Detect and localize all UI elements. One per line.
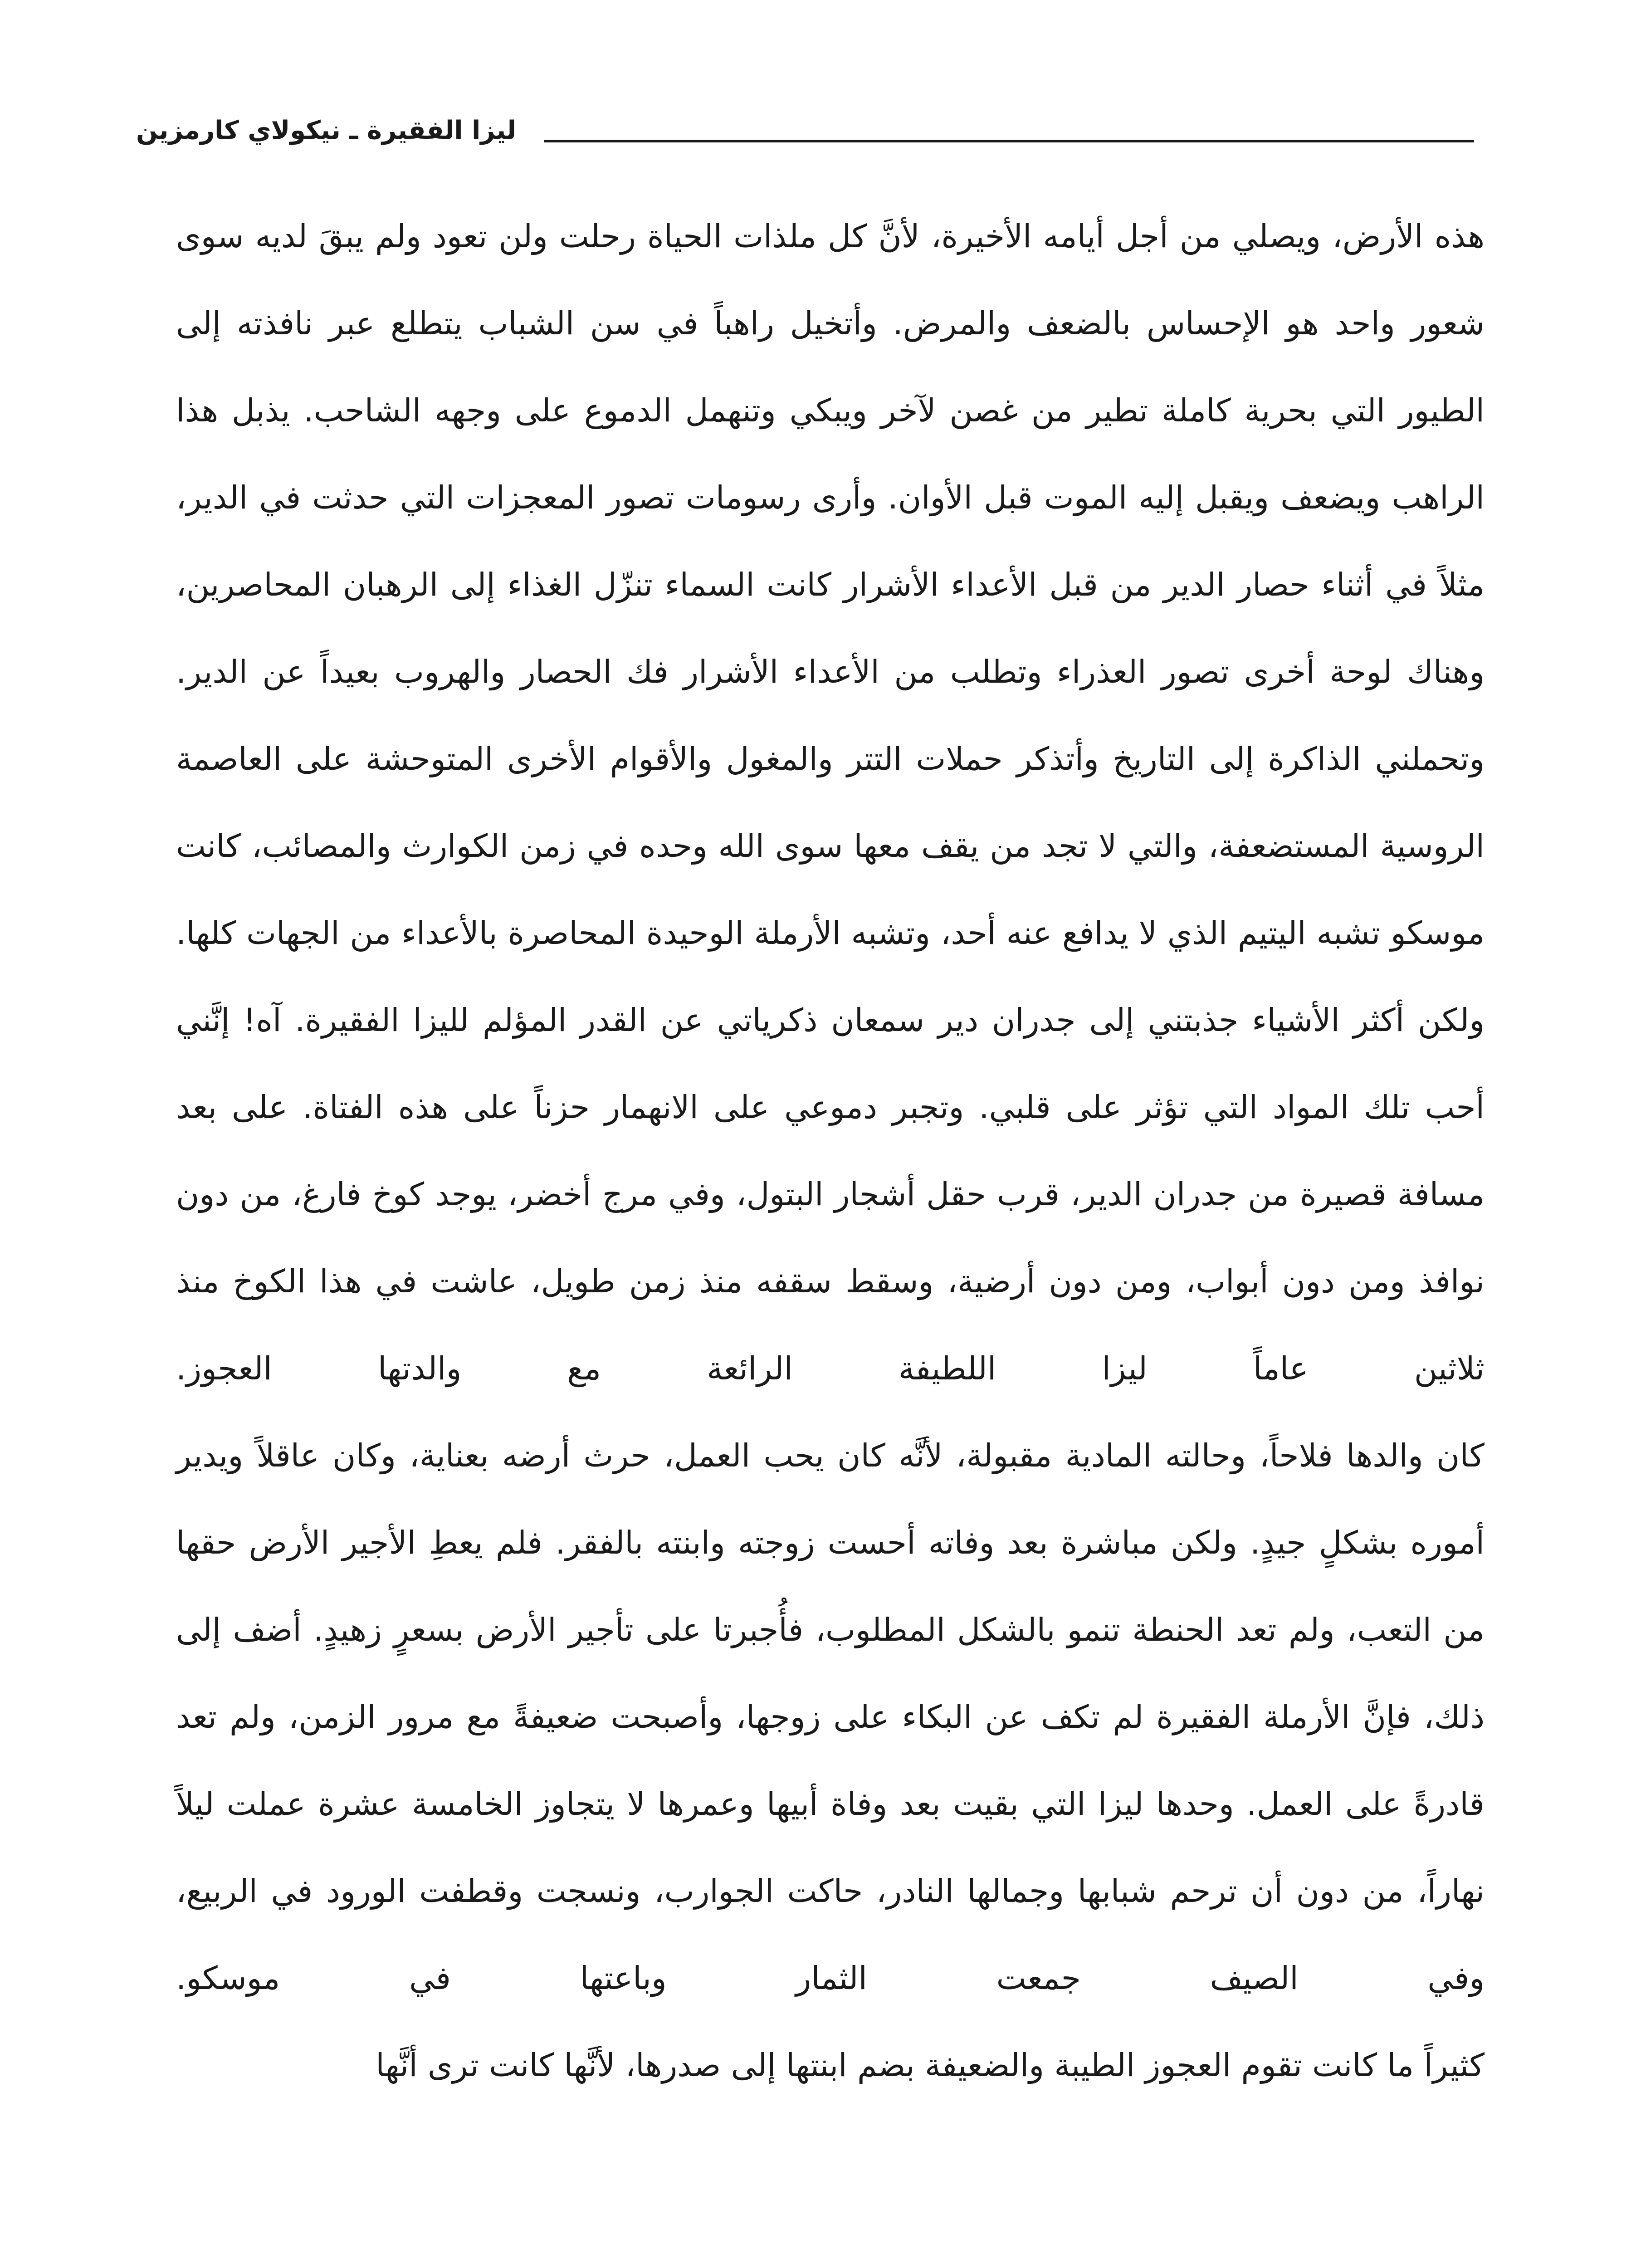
paragraph: كثيراً ما كانت تقوم العجوز الطيبة والضعيفة بضم ابنتها إلى صدرها، لأنَّها كانت ترى أنَّها [376,2047,1485,2084]
paragraph: ولكن أكثر الأشياء جذبتني إلى جدران دير سمعان ذكرياتي عن القدر المؤلم لليزا الفقيرة. آه! إنَّني أحب تلك المواد التي تؤثر على قلبي. وتجبر دموعي على الانهمار حزناً على هذه الفتاة. على بعد مسافة قصيرة من جدران الدير، قرب حقل أشجار البتول، وفي مرج أخضر، يوجد كوخ فارغ، من دون نوافذ ومن دون أبواب، ومن دون أرضية، وسقط سقفه منذ زمن طويل، عاشت في هذا الكوخ منذ ثلاثين عاماً ليزا اللطيفة الرائعة مع والدتها العجوز. [176,1002,1485,1387]
body-text [176,193,1485,2109]
page-footer [0,2132,1641,2245]
running-header [0,0,1641,181]
paragraph: كان والدها فلاحاً، وحالته المادية مقبولة، لأنَّه كان يحب العمل، حرث أرضه بعناية، وكان عاقلاً ويدير أموره بشكلٍ جيدٍ. ولكن مباشرة بعد وفاته أحست زوجته وابنته بالفقر. فلم يعطِ الأجير الأرض حقها من التعب، ولم تعد الحنطة تنمو بالشكل المطلوب، فأُجبرتا على تأجير الأرض بسعرٍ زهيدٍ. أضف إلى ذلك، فإنَّ الأرملة الفقيرة لم تكف عن البكاء على زوجها، وأصبحت ضعيفةً مع مرور الزمن، ولم تعد قادرةً على العمل. وحدها ليزا التي بقيت بعد وفاة أبيها وعمرها لا يتجاوز الخامسة عشرة عملت ليلاً نهاراً، من دون أن ترحم شبابها وجمالها النادر، حاكت الجوارب، ونسجت وقطفت الورود في الربيع، وفي الصيف جمعت الثمار وباعتها في موسكو. [176,1437,1485,1997]
header-rule [544,140,1474,142]
header-title: ليزا الفقيرة ـ نيكولاي كارمزين [136,116,516,145]
paragraph: هذه الأرض، ويصلي من أجل أيامه الأخيرة، لأنَّ كل ملذات الحياة رحلت ولن تعود ولم يبقَ لديه سوى شعور واحد هو الإحساس بالضعف والمرض. وأتخيل راهباً في سن الشباب يتطلع عبر نافذته إلى الطيور التي بحرية كاملة تطير من غصن لآخر ويبكي وتنهمل الدموع على وجهه الشاحب. يذبل هذا الراهب ويضعف ويقبل إليه الموت قبل الأوان. وأرى رسومات تصور المعجزات التي حدثت في الدير، مثلاً في أثناء حصار الدير من قبل الأعداء الأشرار كانت السماء تنزّل الغذاء إلى الرهبان المحاصرين، وهناك لوحة أخرى تصور العذراء وتطلب من الأعداء الأشرار فك الحصار والهروب بعيداً عن الدير. وتحملني الذاكرة إلى التاريخ وأتذكر حملات التتر والمغول والأقوام الأخرى المتوحشة على العاصمة الروسية المستضعفة، والتي لا تجد من يقف معها سوى الله وحده في زمن الكوارث والمصائب، كانت موسكو تشبه اليتيم الذي لا يدافع عنه أحد، وتشبه الأرملة الوحيدة المحاصرة بالأعداء من الجهات كلها. [176,218,1485,952]
